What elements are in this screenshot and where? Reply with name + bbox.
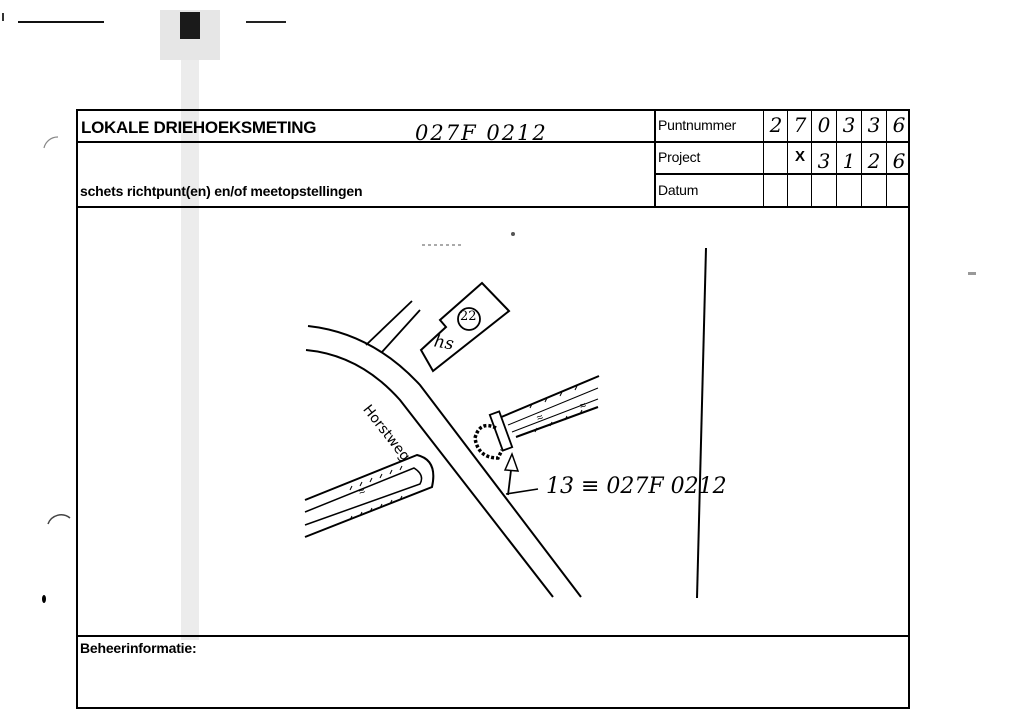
form-title: LOKALE DRIEHOEKSMETING xyxy=(81,118,317,137)
point-annotation: 13 ≡ 027F 0212 xyxy=(546,474,727,499)
project-label: Project xyxy=(658,149,701,165)
street-name-label: Horstweg xyxy=(359,402,413,465)
puntnummer-digit-2: 7 xyxy=(793,113,807,137)
form-subtitle: schets richtpunt(en) en/of meetopstellingen xyxy=(80,183,363,199)
project-digit-5: 2 xyxy=(867,149,881,173)
beheer-label: Beheerinformatie: xyxy=(80,640,197,656)
project-digit-2: X xyxy=(794,148,805,165)
house-label: hs xyxy=(432,331,456,355)
puntnummer-digit-6: 6 xyxy=(892,113,906,137)
puntnummer-digit-5: 3 xyxy=(867,113,881,137)
ditch-symbol-left: ≈ xyxy=(356,485,368,499)
ditch-symbol-right-1: ≈ xyxy=(534,411,546,425)
handwritten-point-code: 027F 0212 xyxy=(415,121,548,145)
puntnummer-digit-1: 2 xyxy=(769,113,783,137)
house-number-label: 22 xyxy=(460,309,477,324)
project-digit-3: 3 xyxy=(817,149,831,173)
project-digit-4: 1 xyxy=(842,149,856,173)
scan-speck xyxy=(968,272,976,275)
project-digit-6: 6 xyxy=(892,149,906,173)
puntnummer-digit-4: 3 xyxy=(842,113,856,137)
puntnummer-label: Puntnummer xyxy=(658,117,737,133)
ditch-symbol-right-2: ≈ xyxy=(577,399,589,413)
datum-label: Datum xyxy=(658,182,699,198)
puntnummer-digit-3: 0 xyxy=(817,113,831,137)
